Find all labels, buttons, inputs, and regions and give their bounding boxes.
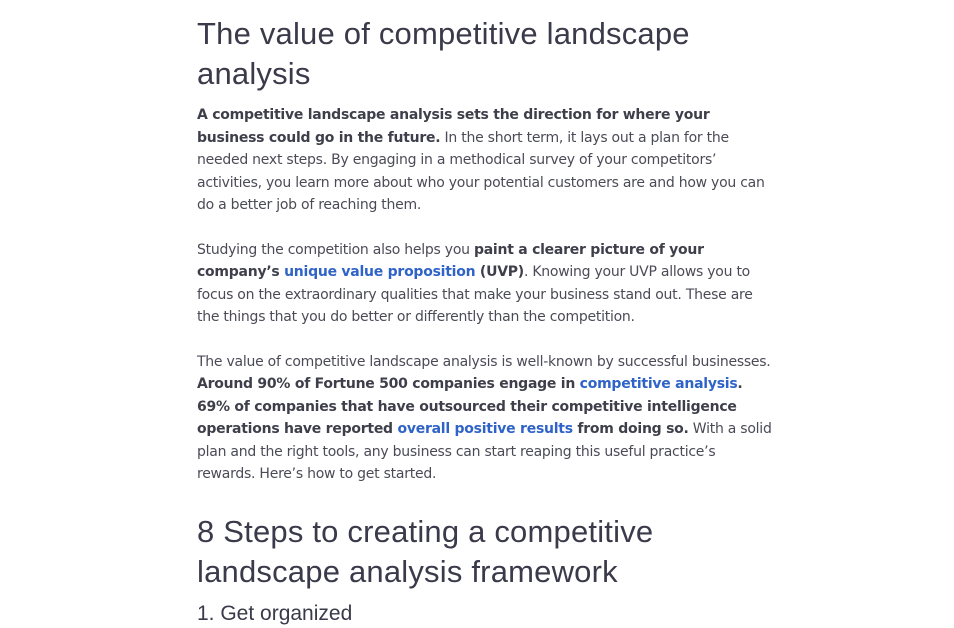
paragraph-stats-strong-1: Around 90% of Fortune 500 companies engage in [197,376,580,392]
section-heading-value [197,14,777,94]
paragraph-stats-text-1: The value of competitive landscape analysis is well-known by successful businesses. [197,353,771,370]
paragraph-uvp [197,239,777,329]
paragraph-uvp-text-1: Studying the competition also helps you [197,241,474,258]
paragraph-stats-strong-3: from doing so. [572,421,689,437]
paragraph-stats-text-2: With a solid plan and the right tools, any business can start reaping this useful practice’s rewards. Here’s how to get started. [197,421,772,482]
paragraph-intro-body: In the short term, it lays out a plan for the needed next steps. By engaging in a methodical survey of your competitors’ activities, you learn more about who your potential customers are and how you can do a better job of reaching them. [197,129,765,213]
link-overall-positive-results[interactable]: overall positive results [397,421,573,437]
paragraph-intro [197,104,777,217]
paragraph-stats-strong-2: . 69% of companies that have outsourced their competitive intelligence operations have reported [197,376,743,437]
article-content [197,14,777,628]
step-heading-get-organized: 1. Get organized [197,601,353,625]
link-competitive-analysis[interactable]: competitive analysis [579,376,738,392]
paragraph-uvp-text-2: . Knowing your UVP allows you to focus on the extraordinary qualities that make your business stand out. These are the things that you do better or differently than the competition. [197,264,753,325]
steps-heading-line-1: 8 Steps to creating a competitive [197,513,654,549]
heading-line-1: The value of competitive landscape [197,16,690,51]
heading-line-2: analysis [197,56,311,91]
paragraph-stats [197,351,777,486]
paragraph-intro-lead: A competitive landscape analysis sets the direction for where your business could go in the future. [197,107,710,146]
paragraph-uvp-strong-1: paint a clearer picture of your company’s [197,241,704,280]
paragraph-uvp-strong-2: (UVP) [475,264,524,280]
section-heading-steps [197,512,777,592]
steps-heading-line-2: landscape analysis framework [197,553,618,589]
link-unique-value-proposition[interactable]: unique value proposition [284,264,476,280]
